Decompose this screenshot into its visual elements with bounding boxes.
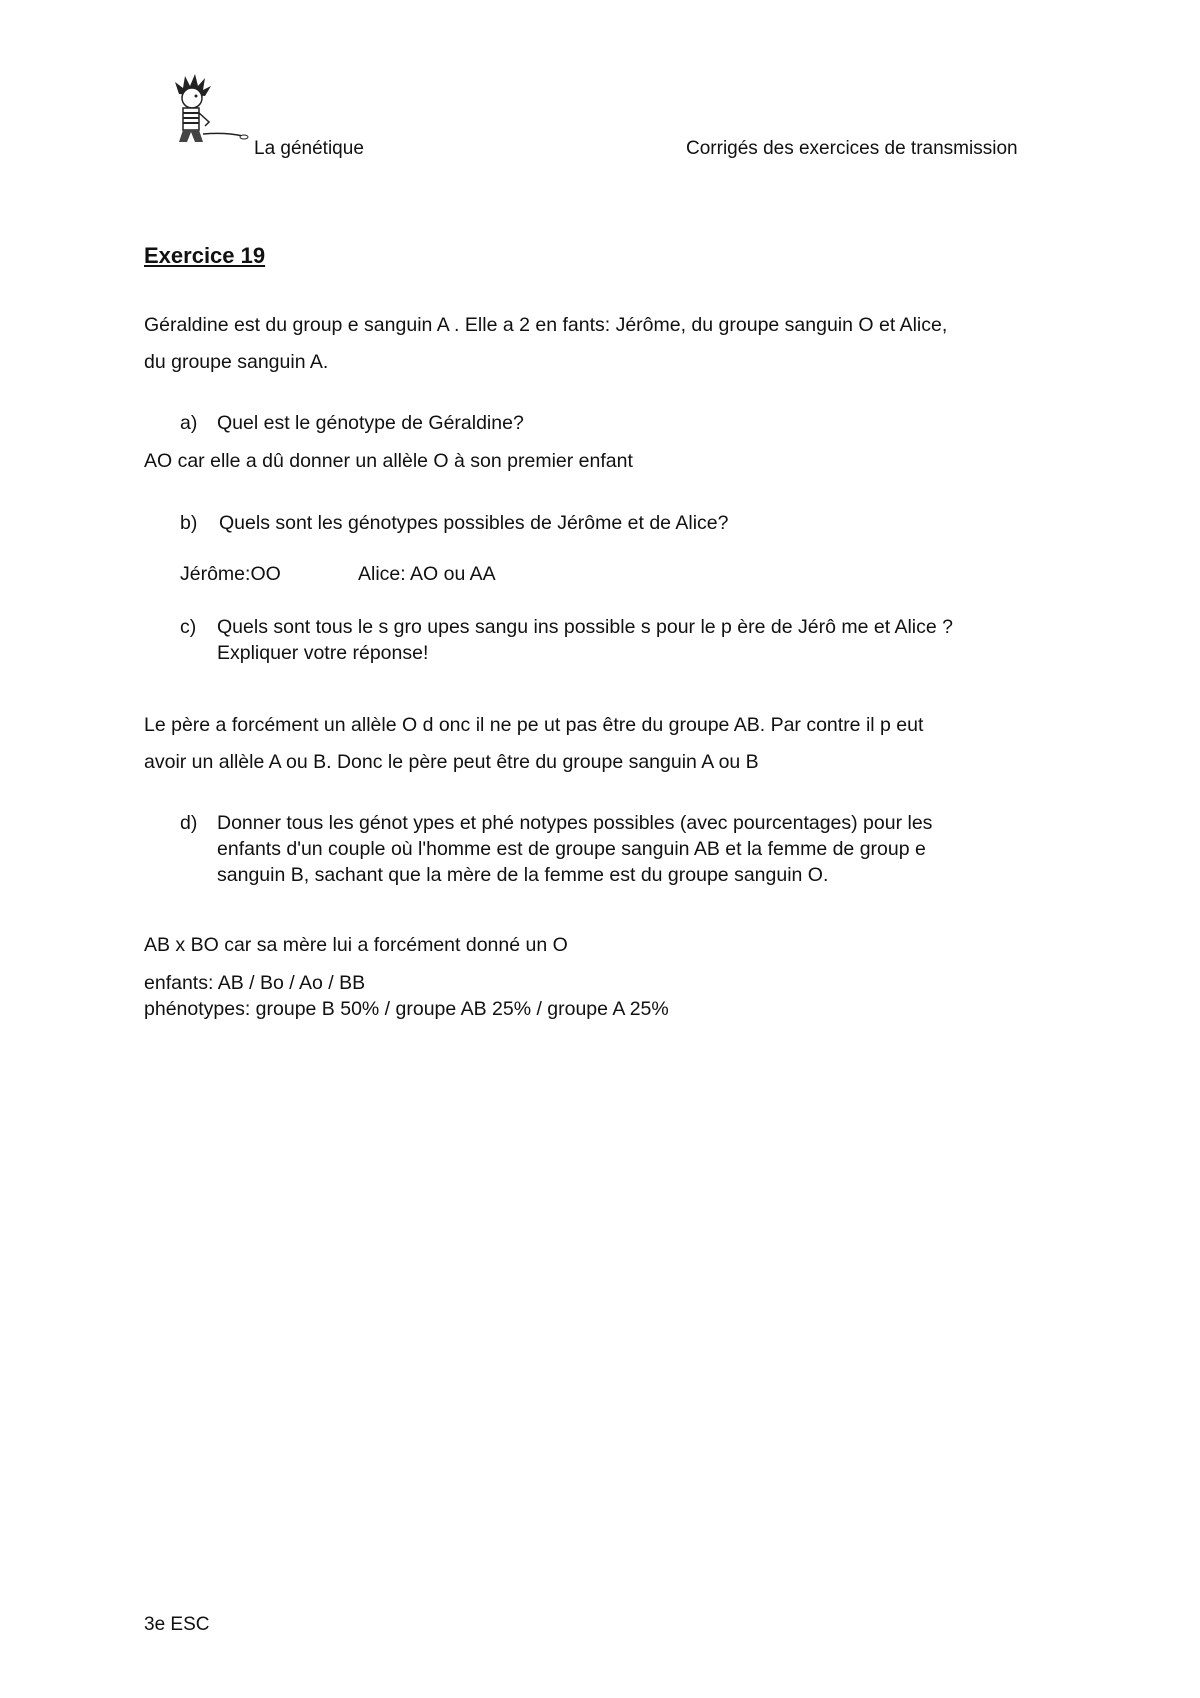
- question-a-text: Quel est le génotype de Géraldine?: [217, 412, 524, 434]
- answer-a: AO car elle a dû donner un allèle O à son premier enfant: [144, 450, 633, 472]
- answer-d-line-1: AB x BO car sa mère lui a forcément donné un O: [144, 934, 568, 956]
- calvin-logo-image: [165, 72, 255, 152]
- question-c-letter: c): [180, 616, 197, 638]
- footer-class-label: 3e ESC: [144, 1614, 210, 1635]
- question-a-letter: a): [180, 412, 198, 434]
- answer-c-line-1: Le père a forcément un allèle O d onc il ne pe ut pas être du groupe AB. Par contre il p eut: [144, 714, 924, 736]
- question-d-line-2: enfants d'un couple où l'homme est de groupe sanguin AB et la femme de group e: [217, 838, 926, 860]
- question-c-line-1: Quels sont tous le s gro upes sangu ins possible s pour le p ère de Jérô me et Alice ?: [217, 616, 954, 638]
- exercise-title: Exercice 19: [144, 243, 266, 268]
- answer-d-line-3: phénotypes: groupe B 50% / groupe AB 25% / groupe A 25%: [144, 998, 669, 1020]
- question-b-text: Quels sont les génotypes possibles de Jérôme et de Alice?: [219, 512, 729, 534]
- intro-line-2: du groupe sanguin A.: [144, 351, 329, 373]
- question-d-line-3: sanguin B, sachant que la mère de la femme est du groupe sanguin O.: [217, 864, 829, 886]
- question-b-letter: b): [180, 512, 198, 534]
- intro-line-1: Géraldine est du group e sanguin A . Elle a 2 en fants: Jérôme, du groupe sanguin O et Alice,: [144, 314, 948, 336]
- answer-c-line-2: avoir un allèle A ou B. Donc le père peut être du groupe sanguin A ou B: [144, 751, 759, 773]
- answer-b-alice: Alice: AO ou AA: [358, 563, 496, 585]
- header-right-title: Corrigés des exercices de transmission: [686, 138, 1018, 159]
- question-c-line-2: Expliquer votre réponse!: [217, 642, 429, 664]
- answer-b-jerome: Jérôme:OO: [180, 563, 281, 585]
- question-d-line-1: Donner tous les génot ypes et phé notypes possibles (avec pourcentages) pour les: [217, 812, 933, 834]
- header-left-title: La génétique: [254, 138, 364, 159]
- answer-d-line-2: enfants: AB / Bo / Ao / BB: [144, 972, 366, 994]
- question-d-letter: d): [180, 812, 198, 834]
